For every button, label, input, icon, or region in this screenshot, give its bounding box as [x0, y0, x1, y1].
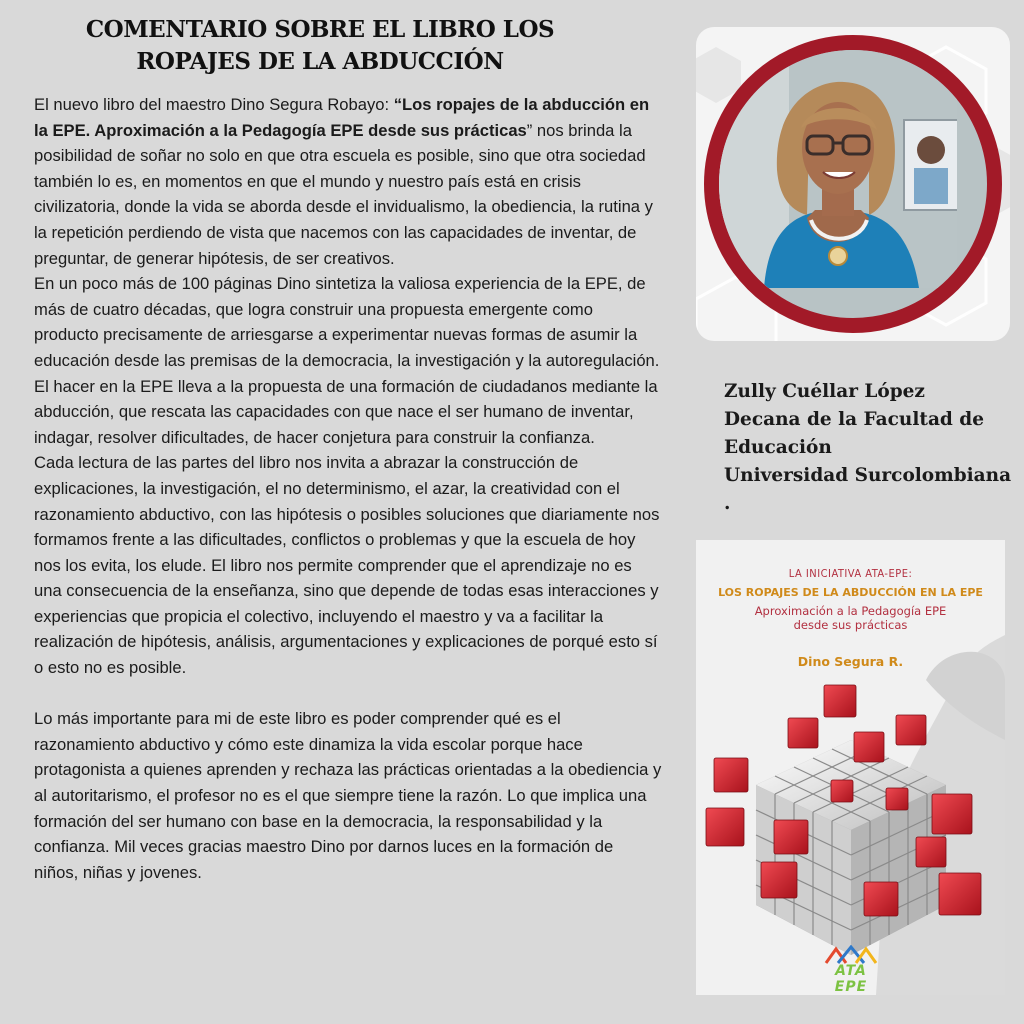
- author-photo: [704, 35, 1002, 333]
- author-role: Decana de la Facultad de: [724, 409, 985, 430]
- paragraph-2: En un poco más de 100 páginas Dino sintetiza la valiosa experiencia de la EPE, de más de cuatro décadas, que logra construir una propuesta emergente como producto precisamente de arriesgarse a experimentar nuevas formas de asumir la educación desde las premisas de la democracia, la investigación y la autoregulación. El hacer en la EPE lleva a la propuesta de una formación de ciudadanos mediante la abducción, que rescata las capacidades con que nace el ser humano de inventar, indagar, resolver dificultades, de hacer conjetura para construir la confianza.: [34, 274, 660, 447]
- paragraph-1-intro: El nuevo libro del maestro Dino Segura Robayo:: [34, 95, 394, 114]
- article-body: [34, 92, 662, 885]
- author-institution: Universidad Surcolombiana: [724, 465, 1012, 486]
- author-name: Zully Cuéllar López: [724, 381, 925, 402]
- signature-block: [724, 378, 1019, 518]
- ata-epe-logo: [816, 945, 886, 995]
- page-title: [50, 14, 590, 78]
- portrait-illustration: [719, 50, 957, 288]
- title-line-1: COMENTARIO SOBRE EL LIBRO LOS: [85, 16, 555, 43]
- book-title-bold: “Los ropajes de la abducción en la EPE. Aproximación a la Pedagogía EPE desde sus prácticas: [34, 95, 650, 140]
- book-cover: [696, 540, 1005, 995]
- author-role-2: Educación: [724, 437, 832, 458]
- logo-text: ATA EPE: [834, 963, 868, 995]
- cover-kicker: LA INICIATIVA ATA-EPE:: [788, 567, 913, 580]
- cube-illustration: [696, 670, 1005, 960]
- paragraph-4: Lo más importante para mi de este libro es poder comprender qué es el razonamiento abductivo y cómo este dinamiza la vida escolar porque hace protagonista a quienes aprenden y rechaza las prácticas orientadas a la obediencia y al autoritarismo, el profesor no es el que siempre tiene la razón. Lo que implica una formación del ser humano con base en la democracia, la responsabilidad y la confianza. Mil veces gracias maestro Dino por darnos luces en la formación de niños, niñas y jovenes.: [34, 709, 662, 882]
- cover-subtitle-line-2: desde sus prácticas: [793, 618, 908, 632]
- cover-title: LOS ROPAJES DE LA ABDUCCIÓN EN LA EPE: [718, 586, 983, 599]
- paragraph-1: [34, 92, 662, 271]
- paragraph-1-rest: ” nos brinda la posibilidad de soñar no solo en que otra escuela es posible, sino que otra sociedad también lo es, en momentos en que el mundo y nuestro país está en crisis civilizatoria, donde la vida se aborda desde el invidualismo, la obediencia, la rutina y la repetición perdiendo de vista que nacemos con las capacidades de inventar, de preguntar, de generar hipótesis, de ser creativos.: [34, 120, 653, 268]
- cover-subtitle-line-1: Aproximación a la Pedagogía EPE: [754, 604, 947, 618]
- paragraph-3: Cada lectura de las partes del libro nos invita a abrazar la construcción de explicaciones, la investigación, el no determinismo, el azar, la creatividad con el razonamiento abductivo, con las hipótesis o posibles soluciones que diariamente nos formamos frente a las dificultades, conflictos o problemas y que la escuela de hoy nos los evita, los elude. El libro nos permite comprender que el aprendizaje no es una consecuencia de la enseñanza, sino que depende de todas esas interacciones y experiencias que propicia el colectivo, incluyendo el maestro y va a facilitar la realización de hipótesis, análisis, argumentaciones y explicaciones de porqué esto sí o esto no es posible.: [34, 453, 660, 678]
- cover-subtitle: [696, 604, 1005, 632]
- signature-dot: .: [724, 493, 731, 514]
- cover-author: Dino Segura R.: [797, 654, 904, 669]
- author-photo-card: [696, 27, 1010, 341]
- title-line-2: ROPAJES DE LA ABDUCCIÓN: [136, 48, 504, 75]
